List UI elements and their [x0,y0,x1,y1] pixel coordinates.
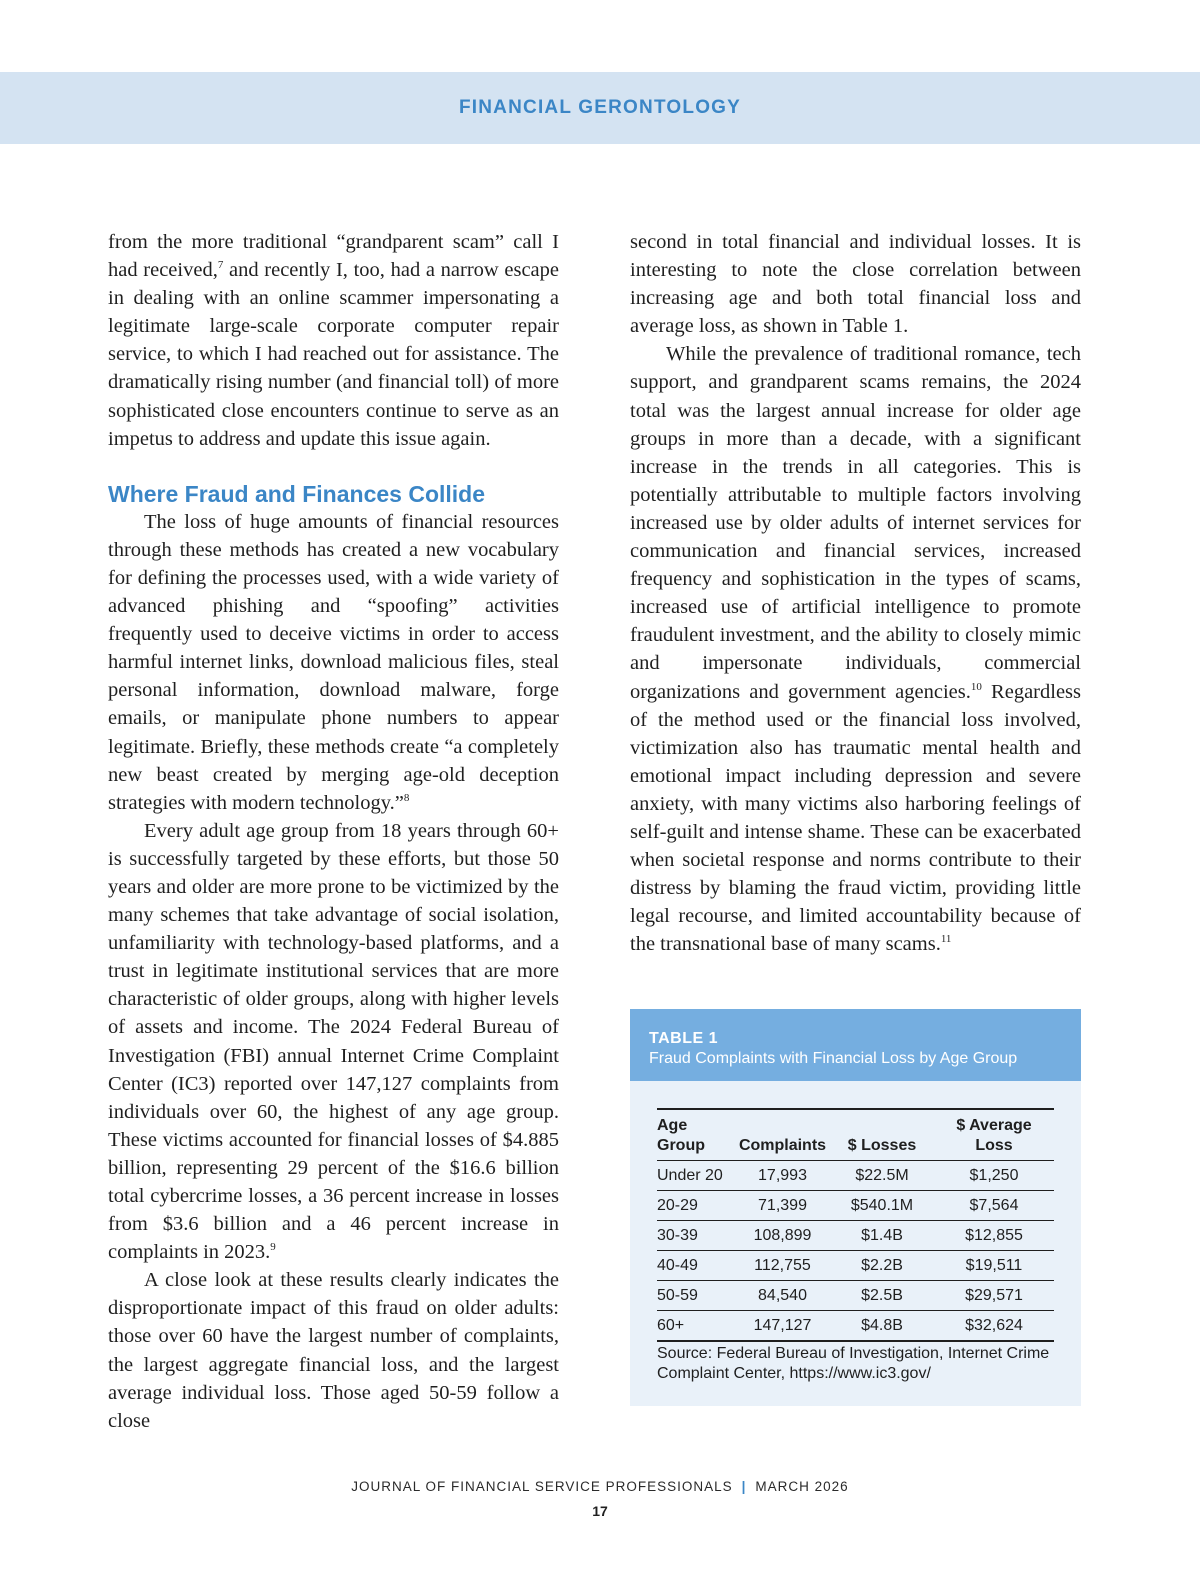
issue-date: MARCH 2026 [755,1479,849,1494]
paragraph [108,508,559,817]
cell-average-loss: $1,250 [934,1161,1054,1191]
paragraph-text: and recently I, too, had a narrow escape in dealing with an online scammer impersonating a legitimate large-scale corporate computer repair service, to which I had reached out for assistance. The dramatically rising number (and financial toll) of more sophisticated close encounters continue to serve as an impetus to address and update this issue again. [108,259,559,450]
col-header-age [657,1109,735,1161]
left-column [108,228,559,1435]
running-header [0,72,1200,144]
footer-separator: | [741,1479,747,1494]
paragraph [108,228,559,453]
table-source: Source: Federal Bureau of Investigation, Internet Crime Complaint Center, https://www.ic3.gov/ [657,1345,1050,1382]
cell-complaints: 112,755 [735,1251,830,1281]
journal-name: JOURNAL OF FINANCIAL SERVICE PROFESSIONALS [351,1479,733,1494]
paragraph-text: from the more traditional “grandparent scam” call I had received, [108,231,559,282]
cell-complaints: 147,127 [735,1311,830,1342]
cell-age-group: 20-29 [657,1191,735,1221]
cell-losses: $2.2B [830,1251,934,1281]
cell-age-group: 30-39 [657,1221,735,1251]
table-1-panel [630,1009,1081,1406]
paragraph [630,340,1081,958]
cell-average-loss: $7,564 [934,1191,1054,1221]
cell-complaints: 71,399 [735,1191,830,1221]
header-text: Group [657,1137,705,1154]
paragraph-text: While the prevalence of traditional romance, tech support, and grandparent scams remains, the 2024 total was the largest annual increase for older age groups in more than a decade, with a significant increase in the trends in all categories. This is potentially attributable to multiple factors involving increased use by older adults of internet services for communication and financial services, increased frequency and sophistication in the types of scams, increased use of artificial intelligence to promote fraudulent investment, and the ability to closely mimic and impersonate individuals, commercial organizations and government agencies. [630,343,1081,703]
cell-age-group: 60+ [657,1311,735,1342]
cell-age-group: 40-49 [657,1251,735,1281]
footnote-ref: 10 [970,680,982,693]
cell-average-loss: $32,624 [934,1311,1054,1342]
cell-complaints: 84,540 [735,1281,830,1311]
fraud-table [657,1108,1054,1342]
cell-average-loss: $12,855 [934,1221,1054,1251]
cell-losses: $2.5B [830,1281,934,1311]
cell-complaints: 108,899 [735,1221,830,1251]
paragraph: second in total financial and individual losses. It is interesting to note the close correlation between increasing age and both total financial loss and average loss, as shown in Table 1. [630,231,1081,338]
right-column [630,228,1081,958]
cell-losses: $1.4B [830,1221,934,1251]
table-caption: Fraud Complaints with Financial Loss by Age Group [649,1050,1018,1067]
header-text: $ Average [956,1117,1032,1134]
cell-losses: $540.1M [830,1191,934,1221]
table-body [657,1161,1054,1342]
paragraph-text: Every adult age group from 18 years through 60+ is successfully targeted by these efforts, but those 50 years and older are more prone to be victimized by the many schemes that take advantage of social isolation, unfamiliarity with technology-based platforms, and a trust in legitimate institutional services that are more characteristic of older groups, along with higher levels of assets and income. The 2024 Federal Bureau of Investigation (FBI) annual Internet Crime Complaint Center (IC3) reported over 147,127 complaints from individuals over 60, the highest of any age group. These victims accounted for financial losses of $4.885 billion, representing 29 percent of the $16.6 billion total cybercrime losses, a 36 percent increase in losses from $3.6 billion and a 46 percent increase in complaints in 2023. [108,819,559,1264]
table-header-band [630,1009,1081,1081]
col-header-complaints: Complaints [738,1137,827,1154]
footnote-ref: 7 [217,259,224,272]
page-footer [0,1479,1200,1494]
table-row [657,1191,1054,1221]
cell-age-group: 50-59 [657,1281,735,1311]
cell-age-group: Under 20 [657,1161,735,1191]
table-header-row [657,1109,1054,1161]
table-row [657,1311,1054,1342]
paragraph [108,817,559,1267]
header-text: Age [657,1117,688,1134]
page-number: 17 [592,1503,608,1519]
cell-losses: $4.8B [830,1311,934,1342]
table-row [657,1221,1054,1251]
paragraph: A close look at these results clearly indicates the disproportionate impact of this fraud on older adults: those over 60 have the largest number of complaints, the largest aggregate financial loss, and the largest average individual loss. Those aged 50-59 follow a close [108,1269,559,1432]
footnote-ref: 11 [940,933,952,946]
col-header-average-loss [934,1109,1054,1161]
footnote-ref: 9 [270,1241,276,1254]
col-header-losses: $ Losses [847,1137,917,1154]
table-row [657,1281,1054,1311]
header-text: Loss [975,1137,1013,1154]
section-title: FINANCIAL GERONTOLOGY [458,97,742,118]
section-heading: Where Fraud and Finances Collide [108,480,486,507]
cell-losses: $22.5M [830,1161,934,1191]
cell-average-loss: $29,571 [934,1281,1054,1311]
table-row [657,1161,1054,1191]
cell-average-loss: $19,511 [934,1251,1054,1281]
paragraph-text: Regardless of the method used or the financial loss involved, victimization also has traumatic mental health and emotional impact including depression and severe anxiety, with many victims also harboring feelings of self-guilt and intense shame. These can be exacerbated when societal response and norms contribute to their distress by blaming the fraud victim, providing little legal recourse, and limited accountability because of the transnational base of many scams. [630,680,1081,956]
paragraph-text: The loss of huge amounts of financial resources through these methods has created a new vocabulary for defining the processes used, with a wide variety of advanced phishing and “spoofing” activities frequently used to deceive victims in order to access harmful internet links, download malicious files, steal personal information, download malware, forge emails, or manipulate phone numbers to appear legitimate. Briefly, these methods create “a completely new beast created by merging age-old deception strategies with modern technology.” [108,510,559,814]
cell-complaints: 17,993 [735,1161,830,1191]
footnote-ref: 8 [403,791,410,804]
table-row [657,1251,1054,1281]
table-label: TABLE 1 [649,1030,718,1047]
